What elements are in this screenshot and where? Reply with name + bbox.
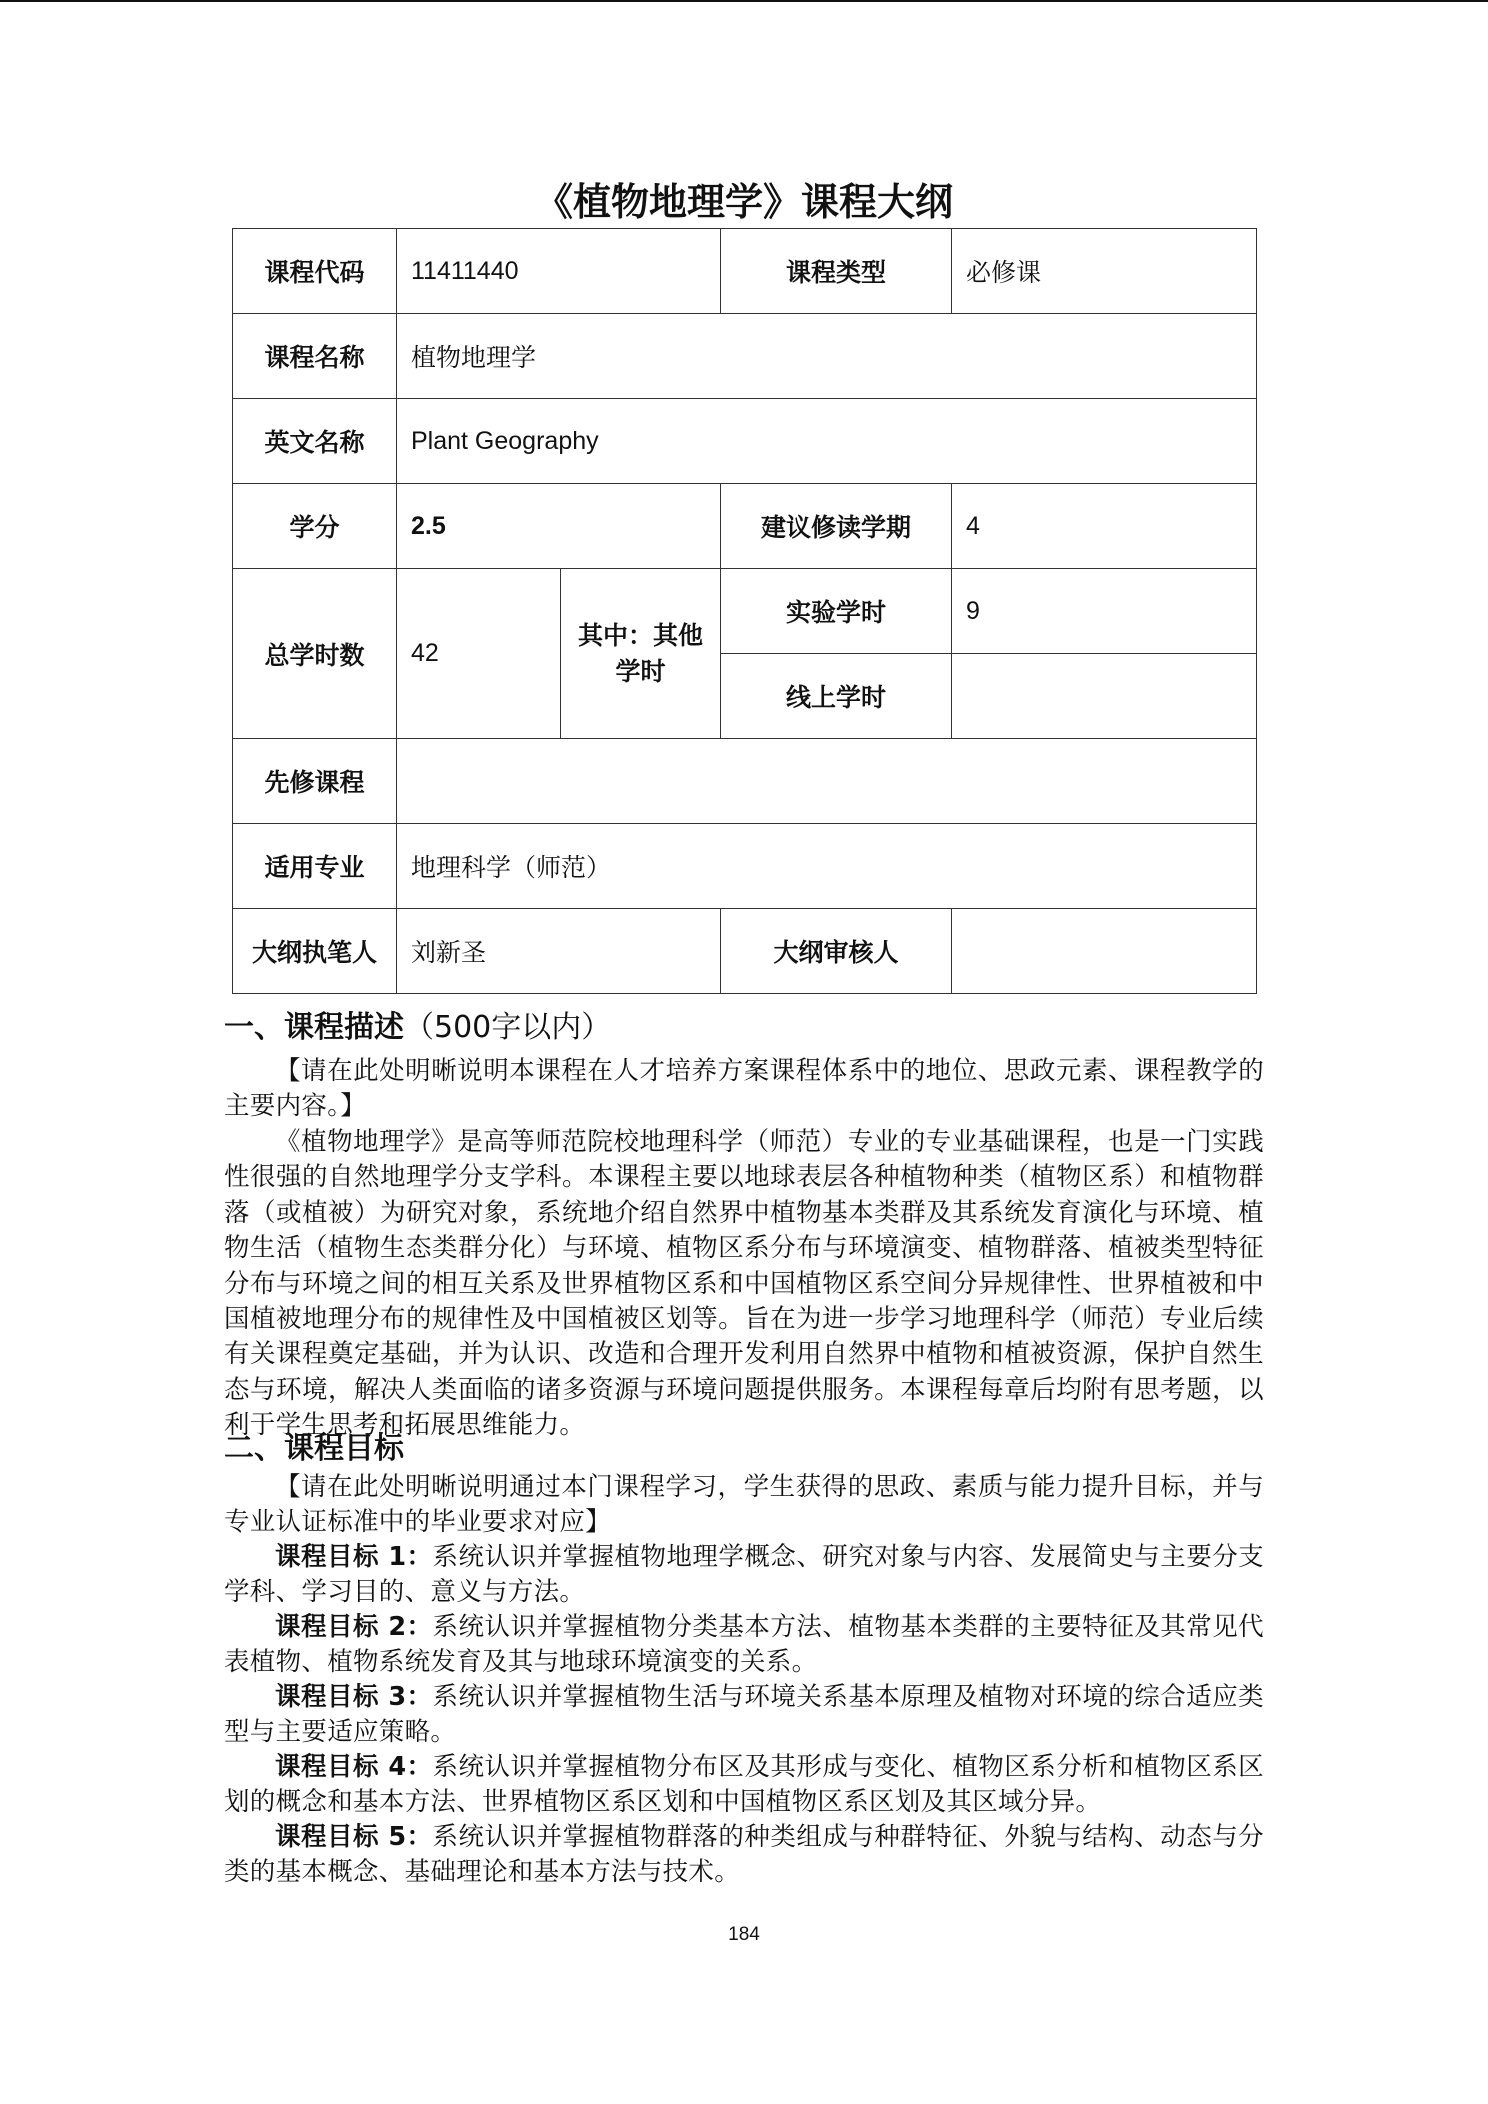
course-goal-label: 课程目标 4：	[275, 1752, 433, 1782]
course-goal-text: 系统认识并掌握植物分布区及其形成与变化、植物区系分析和植物区系区划的概念和基本方法、世界植物区系区划和中国植物区系区划及其区域分异。	[224, 1752, 1264, 1818]
course-goal-3	[224, 1680, 1264, 1751]
table-row	[233, 229, 1257, 314]
section-heading-objectives: 二、课程目标	[224, 1431, 404, 1466]
online-hours-label: 线上学时	[721, 654, 952, 739]
suggested-term-label: 建议修读学期	[721, 484, 952, 569]
course-goal-1	[224, 1540, 1264, 1611]
objectives-instruction: 【请在此处明晰说明通过本门课程学习，学生获得的思政、素质与能力提升目标，并与专业认证标准中的毕业要求对应】	[224, 1472, 1264, 1538]
course-goal-text: 系统认识并掌握植物生活与环境关系基本原理及植物对环境的综合适应类型与主要适应策略。	[224, 1682, 1264, 1748]
page-number: 184	[728, 1924, 760, 1945]
course-goal-label: 课程目标 5：	[275, 1822, 433, 1852]
table-row	[233, 399, 1257, 484]
course-type-value: 必修课	[952, 229, 1257, 314]
course-goal-5	[224, 1820, 1264, 1891]
english-name-value: Plant Geography	[397, 399, 1257, 484]
prerequisite-value	[397, 739, 1257, 824]
course-goal-4	[224, 1750, 1264, 1821]
applicable-major-label: 适用专业	[233, 824, 397, 909]
top-border-line	[0, 0, 1488, 2]
syllabus-reviewer-value	[952, 909, 1257, 994]
syllabus-reviewer-label: 大纲审核人	[721, 909, 952, 994]
other-hours-label: 其中：其他学时	[561, 569, 721, 739]
section-heading-note: （500字以内）	[404, 1010, 612, 1045]
english-name-label: 英文名称	[233, 399, 397, 484]
table-row	[233, 739, 1257, 824]
section-heading-description	[224, 1006, 611, 1050]
total-hours-value: 42	[397, 569, 561, 739]
description-body: 《植物地理学》是高等师范院校地理科学（师范）专业的专业基础课程，也是一门实践性很强的自然地理学分支学科。本课程主要以地球表层各种植物种类（植物区系）和植物群落（或植被）为研究对象，系统地介绍自然界中植物基本类群及其系统发育演化与环境、植物生活（植物生态类群分化）与环境、植物区系分布与环境演变、植物群落、植被类型特征分布与环境之间的相互关系及世界植物区系和中国植物区系空间分异规律性、世界植被和中国植被地理分布的规律性及中国植被区划等。旨在为进一步学习地理科学（师范）专业后续有关课程奠定基础，并为认识、改造和合理开发利用自然界中植物和植被资源，保护自然生态与环境，解决人类面临的诸多资源与环境问题提供服务。本课程每章后均附有思考题，以利于学生思考和拓展思维能力。	[224, 1127, 1264, 1441]
lab-hours-label: 实验学时	[721, 569, 952, 654]
course-goal-label: 课程目标 3：	[275, 1682, 433, 1712]
credit-label: 学分	[233, 484, 397, 569]
course-goal-label: 课程目标 1：	[275, 1542, 433, 1572]
table-row	[233, 569, 1257, 654]
table-row	[233, 824, 1257, 909]
suggested-term-value: 4	[952, 484, 1257, 569]
course-goal-text: 系统认识并掌握植物地理学概念、研究对象与内容、发展简史与主要分支学科、学习目的、意义与方法。	[224, 1542, 1264, 1608]
lab-hours-value: 9	[952, 569, 1257, 654]
course-name-label: 课程名称	[233, 314, 397, 399]
course-code-value: 11411440	[397, 229, 721, 314]
course-type-label: 课程类型	[721, 229, 952, 314]
course-info-table	[232, 228, 1257, 994]
section-heading-text: 一、课程描述	[224, 1010, 404, 1045]
document-title: 《植物地理学》课程大纲	[534, 180, 953, 224]
table-row	[233, 484, 1257, 569]
applicable-major-value: 地理科学（师范）	[397, 824, 1257, 909]
syllabus-author-label: 大纲执笔人	[233, 909, 397, 994]
course-goal-text: 系统认识并掌握植物分类基本方法、植物基本类群的主要特征及其常见代表植物、植物系统发育及其与地球环境演变的关系。	[224, 1612, 1264, 1678]
table-row	[233, 314, 1257, 399]
online-hours-value	[952, 654, 1257, 739]
course-goal-2	[224, 1610, 1264, 1681]
course-code-label: 课程代码	[233, 229, 397, 314]
table-row	[233, 909, 1257, 994]
course-name-value: 植物地理学	[397, 314, 1257, 399]
description-instruction: 【请在此处明晰说明本课程在人才培养方案课程体系中的地位、思政元素、课程教学的主要内容。】	[224, 1056, 1264, 1122]
total-hours-label: 总学时数	[233, 569, 397, 739]
credit-value: 2.5	[397, 484, 721, 569]
course-goal-label: 课程目标 2：	[275, 1612, 433, 1642]
prerequisite-label: 先修课程	[233, 739, 397, 824]
course-goal-text: 系统认识并掌握植物群落的种类组成与种群特征、外貌与结构、动态与分类的基本概念、基础理论和基本方法与技术。	[224, 1822, 1264, 1888]
syllabus-author-value: 刘新圣	[397, 909, 721, 994]
